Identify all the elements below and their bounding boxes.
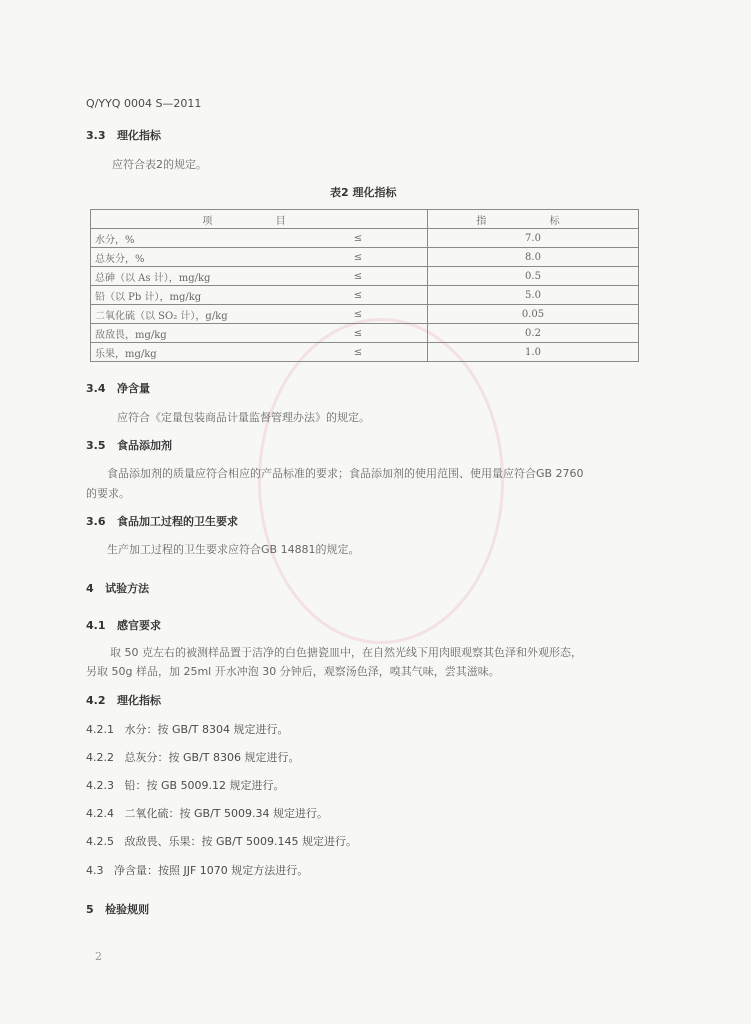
page-number: 2 <box>95 950 102 963</box>
item-number: 4.2.2 <box>86 751 114 764</box>
section-title: 食品添加剂 <box>117 439 172 452</box>
row-value: 0.05 <box>428 305 639 324</box>
section-5-heading <box>86 901 149 917</box>
row-item-name: 总灰分，% <box>91 248 290 267</box>
header-index: 指 标 <box>428 210 639 229</box>
row-operator: ≤ <box>289 286 428 305</box>
row-operator: ≤ <box>289 229 428 248</box>
section-title: 理化指标 <box>117 694 161 707</box>
item-number: 4.3 <box>86 864 104 877</box>
section-number: 3.5 <box>86 439 106 452</box>
section-title: 净含量 <box>117 382 150 395</box>
row-value: 5.0 <box>428 286 639 305</box>
table-row <box>91 286 639 305</box>
table-row <box>91 343 639 362</box>
section-4-3 <box>86 862 308 878</box>
row-item-name: 敌敌畏，mg/kg <box>91 324 290 343</box>
item-number: 4.2.3 <box>86 779 114 792</box>
section-number: 5 <box>86 903 94 916</box>
row-value: 1.0 <box>428 343 639 362</box>
item-4-2-5 <box>86 833 357 849</box>
table-header-row <box>91 210 639 229</box>
row-item-name: 乐果，mg/kg <box>91 343 290 362</box>
row-operator: ≤ <box>289 267 428 286</box>
physicochemical-table <box>90 209 639 362</box>
item-text: 净含量：按照 JJF 1070 规定方法进行。 <box>114 864 309 877</box>
header-item: 项 目 <box>91 210 428 229</box>
item-text: 敌敌畏、乐果：按 GB/T 5009.145 规定进行。 <box>124 835 357 848</box>
table-row <box>91 305 639 324</box>
section-4-2-heading <box>86 692 161 708</box>
section-number: 4 <box>86 582 94 595</box>
item-4-2-1 <box>86 721 288 737</box>
section-4-1-text-line2: 另取 50g 样品，加 25ml 开水冲泡 30 分钟后，观察汤色泽，嗅其气味，尝其滋味。 <box>86 665 500 678</box>
section-3-4-text: 应符合《定量包装商品计量监督管理办法》的规定。 <box>117 411 370 424</box>
section-4-1-text-line1: 取 50 克左右的被测样品置于洁净的白色搪瓷皿中，在自然光线下用肉眼观察其色泽和外观形态， <box>110 646 582 659</box>
row-value: 0.2 <box>428 324 639 343</box>
item-number: 4.2.5 <box>86 835 114 848</box>
section-number: 4.2 <box>86 694 106 707</box>
row-operator: ≤ <box>289 324 428 343</box>
section-title: 理化指标 <box>117 129 161 142</box>
section-3-5-text-line1: 食品添加剂的质量应符合相应的产品标准的要求；食品添加剂的使用范围、使用量应符合GB 2760 <box>107 467 584 480</box>
item-text: 总灰分：按 GB/T 8306 规定进行。 <box>124 751 300 764</box>
row-item-name: 铅（以 Pb 计），mg/kg <box>91 286 290 305</box>
section-4-heading <box>86 580 149 596</box>
table-caption: 表2 理化指标 <box>330 186 397 199</box>
item-text: 水分：按 GB/T 8304 规定进行。 <box>124 723 289 736</box>
row-operator: ≤ <box>289 248 428 267</box>
section-4-1-heading <box>86 617 161 633</box>
section-3-5-heading <box>86 437 172 453</box>
table-row <box>91 248 639 267</box>
item-text: 二氧化硫：按 GB/T 5009.34 规定进行。 <box>124 807 328 820</box>
section-title: 试验方法 <box>105 582 150 595</box>
section-number: 4.1 <box>86 619 106 632</box>
row-operator: ≤ <box>289 305 428 324</box>
row-item-name: 二氧化硫（以 SO₂ 计），g/kg <box>91 305 290 324</box>
red-seal-stamp <box>258 318 504 644</box>
item-4-2-2 <box>86 749 299 765</box>
section-3-6-heading <box>86 513 238 529</box>
section-title: 食品加工过程的卫生要求 <box>117 515 238 528</box>
row-item-name: 总砷（以 As 计），mg/kg <box>91 267 290 286</box>
row-value: 7.0 <box>428 229 639 248</box>
section-3-3-text: 应符合表2的规定。 <box>112 158 207 171</box>
section-3-3-heading <box>86 127 161 143</box>
item-4-2-3 <box>86 777 285 793</box>
table-row <box>91 324 639 343</box>
item-number: 4.2.1 <box>86 723 114 736</box>
section-title: 感官要求 <box>117 619 161 632</box>
row-item-name: 水分，% <box>91 229 290 248</box>
row-value: 8.0 <box>428 248 639 267</box>
section-3-4-heading <box>86 380 150 396</box>
document-code: Q/YYQ 0004 S—2011 <box>86 97 202 110</box>
item-number: 4.2.4 <box>86 807 114 820</box>
table-row <box>91 229 639 248</box>
section-number: 3.6 <box>86 515 106 528</box>
section-number: 3.4 <box>86 382 106 395</box>
item-text: 铅：按 GB 5009.12 规定进行。 <box>124 779 285 792</box>
section-3-5-text-line2: 的要求。 <box>86 487 130 500</box>
table-row <box>91 267 639 286</box>
row-value: 0.5 <box>428 267 639 286</box>
section-title: 检验规则 <box>105 903 150 916</box>
section-3-6-text: 生产加工过程的卫生要求应符合GB 14881的规定。 <box>107 543 360 556</box>
section-number: 3.3 <box>86 129 106 142</box>
row-operator: ≤ <box>289 343 428 362</box>
item-4-2-4 <box>86 805 328 821</box>
